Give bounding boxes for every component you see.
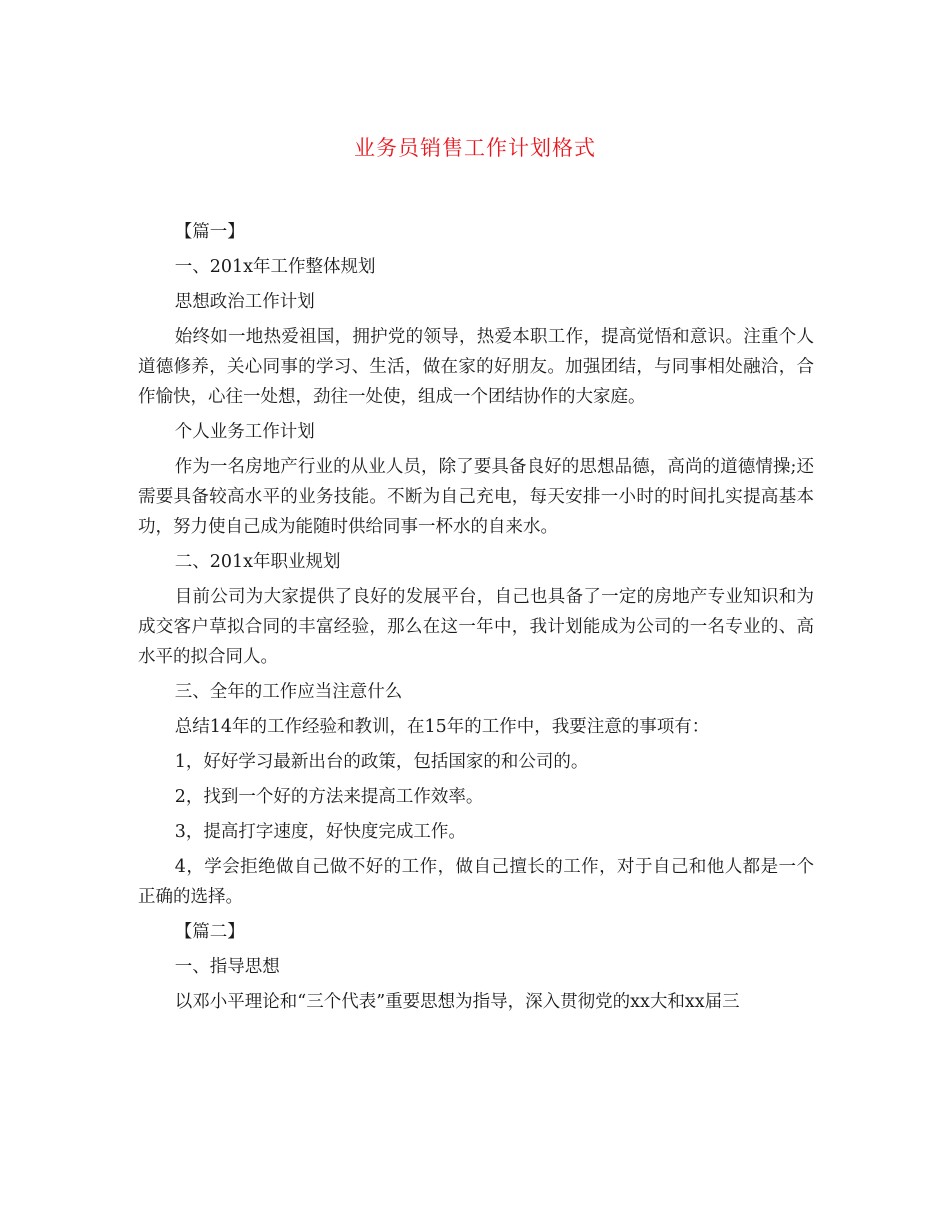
heading-guiding-ideology: 一、指导思想 [174, 957, 280, 977]
list-item-3: 3，提高打字速度，好快度完成工作。 [174, 822, 466, 842]
document-body [138, 217, 814, 1022]
list-item-4: 4，学会拒绝做自己做不好的工作，做自己擅长的工作，对于自己和他人都是一个正确的选择。 [138, 857, 814, 907]
document-title: 业务员销售工作计划格式 [354, 136, 596, 160]
paragraph-guiding-ideology: 以邓小平理论和“三个代表”重要思想为指导，深入贯彻党的xx大和xx届三 [174, 992, 740, 1012]
section-heading-part1: 【篇一】 [174, 222, 245, 242]
heading-overall-plan: 一、201x年工作整体规划 [174, 257, 376, 277]
paragraph-ideology: 始终如一地热爱祖国，拥护党的领导，热爱本职工作，提高觉悟和意识。注重个人道德修养，关心同事的学习、生活，做在家的好朋友。加强团结，与同事相处融洽，合作愉快，心往一处想，劲往一处使，组成一个团结协作的大家庭。 [138, 327, 814, 407]
heading-career-plan: 二、201x年职业规划 [174, 552, 341, 572]
list-item-2: 2，找到一个好的方法来提高工作效率。 [174, 787, 484, 807]
subheading-ideology-plan: 思想政治工作计划 [174, 292, 315, 312]
heading-attention: 三、全年的工作应当注意什么 [174, 682, 403, 702]
paragraph-business: 作为一名房地产行业的从业人员，除了要具备良好的思想品德，高尚的道德情操;还需要具备较高水平的业务技能。不断为自己充电，每天安排一小时的时间扎实提高基本功，努力使自己成为能随时供给同事一杯水的自来水。 [138, 457, 814, 537]
paragraph-summary: 总结14年的工作经验和教训，在15年的工作中，我要注意的事项有： [174, 717, 710, 737]
list-item-1: 1，好好学习最新出台的政策，包括国家的和公司的。 [174, 752, 589, 772]
section-heading-part2: 【篇二】 [174, 922, 245, 942]
paragraph-career: 目前公司为大家提供了良好的发展平台，自己也具备了一定的房地产专业知识和为成交客户草拟合同的丰富经验，那么在这一年中，我计划能成为公司的一名专业的、高水平的拟合同人。 [138, 587, 814, 667]
subheading-business-plan: 个人业务工作计划 [174, 422, 315, 442]
